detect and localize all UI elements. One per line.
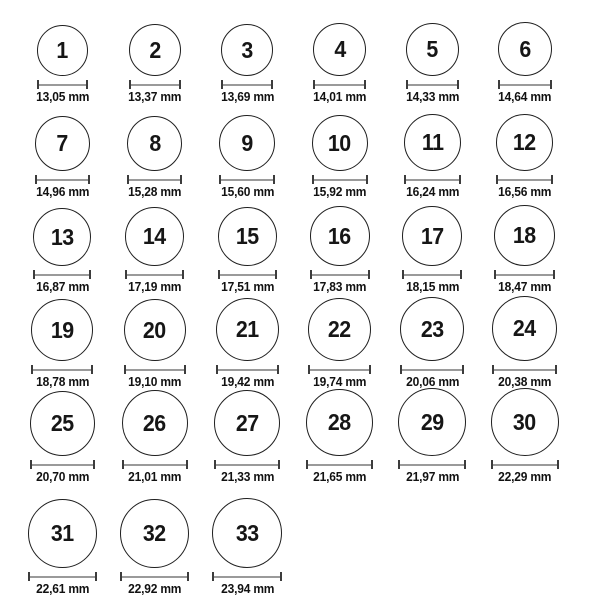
ring-size-number: 25 [50, 410, 74, 436]
ring-size-number: 6 [519, 35, 531, 62]
diameter-ruler [498, 80, 552, 89]
diameter-label: 20,38 mm [498, 375, 552, 389]
ruler-line [312, 274, 368, 276]
diameter-label: 22,92 mm [128, 582, 182, 596]
diameter-ruler [404, 175, 461, 184]
ring-size-item [16, 25, 109, 105]
diameter-ruler [310, 270, 370, 279]
ring-circle [404, 114, 461, 171]
ring-size-number: 31 [50, 520, 74, 546]
ring-size-item [201, 298, 294, 390]
ring-size-item [479, 22, 572, 105]
diameter-label: 18,78 mm [35, 375, 89, 389]
ring-size-number: 18 [513, 222, 537, 248]
ring-size-number: 29 [420, 408, 444, 435]
ruler-line [402, 369, 462, 371]
ruler-line [33, 369, 91, 371]
diameter-label: 19,10 mm [128, 375, 182, 389]
ruler-line [122, 576, 187, 578]
ring-circle [402, 206, 462, 266]
ring-circle [398, 388, 466, 456]
ring-size-number: 12 [513, 129, 537, 155]
ruler-line [494, 369, 555, 371]
diameter-ruler [306, 460, 373, 469]
ruler-line [314, 179, 366, 181]
ring-size-item [16, 116, 109, 200]
diameter-label: 18,47 mm [498, 280, 552, 294]
diameter-label: 19,74 mm [313, 375, 367, 389]
ring-size-item [294, 115, 387, 200]
chart-row [16, 200, 586, 295]
ring-size-number: 2 [149, 36, 161, 63]
diameter-label: 13,69 mm [220, 90, 274, 104]
ring-circle [33, 208, 91, 266]
ring-size-number: 7 [56, 130, 68, 156]
ring-size-item [109, 299, 202, 390]
ring-size-item [386, 114, 479, 200]
ring-circle [400, 297, 464, 361]
ring-size-number: 16 [328, 222, 352, 249]
diameter-ruler [30, 460, 95, 469]
diameter-label: 13,37 mm [128, 90, 182, 104]
diameter-ruler [221, 80, 273, 89]
diameter-label: 21,01 mm [128, 470, 182, 484]
ring-size-number: 27 [235, 409, 259, 436]
ruler-line [493, 464, 557, 466]
ruler-line [310, 369, 369, 371]
ring-size-number: 4 [334, 36, 346, 62]
chart-row [16, 10, 586, 105]
ring-size-number: 14 [143, 223, 167, 249]
ring-circle [125, 207, 184, 266]
diameter-ruler [312, 175, 368, 184]
ring-size-item [201, 24, 294, 105]
diameter-ruler [33, 270, 91, 279]
ring-circle [214, 390, 280, 456]
ruler-line [220, 274, 275, 276]
ring-size-number: 28 [328, 409, 352, 435]
diameter-label: 23,94 mm [220, 582, 274, 596]
diameter-label: 21,97 mm [405, 470, 459, 484]
ring-size-item [386, 388, 479, 485]
chart-row [16, 485, 586, 597]
ring-size-item [109, 207, 202, 295]
diameter-label: 20,70 mm [35, 470, 89, 484]
diameter-ruler [129, 80, 181, 89]
ruler-line [223, 84, 271, 86]
ring-size-number: 17 [420, 222, 444, 249]
diameter-ruler [398, 460, 466, 469]
ring-size-item [294, 298, 387, 390]
diameter-ruler [492, 365, 557, 374]
ring-circle [35, 116, 90, 171]
ring-circle [212, 498, 282, 568]
diameter-label: 15,28 mm [128, 185, 182, 199]
ruler-line [129, 179, 180, 181]
diameter-ruler [406, 80, 459, 89]
diameter-label: 18,15 mm [405, 280, 459, 294]
diameter-ruler [212, 572, 282, 581]
ring-size-item [479, 205, 572, 295]
diameter-ruler [125, 270, 184, 279]
ring-circle [310, 206, 370, 266]
diameter-ruler [219, 175, 275, 184]
diameter-label: 14,01 mm [313, 90, 367, 104]
diameter-ruler [28, 572, 97, 581]
diameter-ruler [216, 365, 279, 374]
ring-size-number: 22 [328, 316, 352, 342]
ring-size-item [109, 116, 202, 200]
ring-size-number: 5 [426, 36, 438, 62]
diameter-label: 15,92 mm [313, 185, 367, 199]
ring-size-item [294, 23, 387, 105]
ring-size-number: 32 [143, 520, 167, 546]
ring-size-number: 8 [149, 130, 161, 156]
ring-size-number: 26 [143, 409, 167, 436]
ring-size-item [201, 115, 294, 200]
ring-size-item [386, 23, 479, 105]
ring-size-item [386, 206, 479, 295]
ring-size-number: 10 [328, 129, 352, 156]
ring-size-item [479, 296, 572, 390]
diameter-ruler [496, 175, 553, 184]
ring-circle [127, 116, 182, 171]
ring-circle [120, 499, 189, 568]
diameter-ruler [31, 365, 93, 374]
ring-circle [492, 296, 557, 361]
ring-size-item [201, 390, 294, 485]
ring-size-item [16, 499, 109, 597]
ring-size-item [109, 499, 202, 597]
diameter-label: 16,56 mm [498, 185, 552, 199]
ring-size-item [201, 207, 294, 295]
ring-circle [129, 24, 181, 76]
ruler-line [308, 464, 371, 466]
diameter-label: 17,51 mm [220, 280, 274, 294]
ring-circle [216, 298, 279, 361]
ring-circle [219, 115, 275, 171]
ring-circle [28, 499, 97, 568]
diameter-label: 15,60 mm [220, 185, 274, 199]
ring-circle [122, 390, 188, 456]
ruler-line [214, 576, 280, 578]
ring-circle [498, 22, 552, 76]
ring-size-item [479, 388, 572, 485]
diameter-ruler [37, 80, 88, 89]
diameter-ruler [218, 270, 277, 279]
ring-size-item [16, 299, 109, 390]
ruler-line [406, 179, 459, 181]
diameter-label: 21,33 mm [220, 470, 274, 484]
diameter-ruler [122, 460, 188, 469]
diameter-ruler [35, 175, 90, 184]
ring-size-number: 1 [56, 37, 68, 63]
ruler-line [498, 179, 551, 181]
ruler-line [218, 369, 277, 371]
ring-size-item [109, 24, 202, 105]
ruler-line [127, 274, 182, 276]
ruler-line [500, 84, 550, 86]
ring-circle [306, 389, 373, 456]
diameter-label: 14,96 mm [35, 185, 89, 199]
diameter-ruler [402, 270, 462, 279]
diameter-ruler [120, 572, 189, 581]
diameter-ruler [127, 175, 182, 184]
ruler-line [408, 84, 457, 86]
ring-size-item [109, 390, 202, 485]
ring-circle [313, 23, 366, 76]
ring-size-item [294, 206, 387, 295]
ring-circle [30, 391, 95, 456]
ruler-line [30, 576, 95, 578]
chart-row [16, 390, 586, 485]
diameter-label: 17,83 mm [313, 280, 367, 294]
ring-size-number: 19 [50, 316, 74, 343]
ring-size-item [201, 498, 294, 597]
ruler-line [126, 369, 184, 371]
diameter-label: 16,24 mm [405, 185, 459, 199]
ring-circle [491, 388, 559, 456]
ring-size-number: 23 [420, 315, 444, 342]
ruler-line [315, 84, 364, 86]
diameter-ruler [400, 365, 464, 374]
ring-circle [37, 25, 88, 76]
ring-size-number: 24 [513, 315, 537, 341]
ruler-line [404, 274, 460, 276]
chart-row [16, 105, 586, 200]
diameter-ruler [124, 365, 186, 374]
diameter-label: 14,64 mm [498, 90, 552, 104]
diameter-ruler [308, 365, 371, 374]
diameter-label: 14,33 mm [405, 90, 459, 104]
ring-size-number: 30 [513, 408, 537, 435]
ruler-line [124, 464, 186, 466]
ring-size-number: 33 [235, 519, 259, 546]
ring-size-item [479, 114, 572, 200]
diameter-label: 21,65 mm [313, 470, 367, 484]
ring-size-number: 21 [235, 316, 259, 342]
ring-circle [31, 299, 93, 361]
ruler-line [131, 84, 179, 86]
ring-circle [124, 299, 186, 361]
ring-size-number: 9 [241, 129, 253, 156]
ruler-line [496, 274, 553, 276]
ring-size-item [294, 389, 387, 485]
ring-size-item [16, 391, 109, 485]
ruler-line [216, 464, 278, 466]
ring-size-item [16, 208, 109, 295]
chart-row [16, 295, 586, 390]
ruler-line [39, 84, 86, 86]
ring-circle [406, 23, 459, 76]
diameter-label: 22,61 mm [35, 582, 89, 596]
ring-circle [494, 205, 555, 266]
ruler-line [400, 464, 464, 466]
ring-circle [308, 298, 371, 361]
ring-circle [221, 24, 273, 76]
diameter-label: 16,87 mm [35, 280, 89, 294]
diameter-label: 13,05 mm [35, 90, 89, 104]
ruler-line [221, 179, 273, 181]
diameter-ruler [491, 460, 559, 469]
diameter-ruler [313, 80, 366, 89]
ruler-line [35, 274, 89, 276]
diameter-ruler [214, 460, 280, 469]
ruler-line [32, 464, 93, 466]
diameter-label: 17,19 mm [128, 280, 182, 294]
ring-size-number: 13 [50, 223, 74, 250]
diameter-ruler [494, 270, 555, 279]
ring-circle [496, 114, 553, 171]
ring-size-number: 3 [241, 36, 253, 63]
diameter-label: 22,29 mm [498, 470, 552, 484]
diameter-label: 19,42 mm [220, 375, 274, 389]
ring-size-number: 11 [421, 129, 444, 155]
diameter-label: 20,06 mm [405, 375, 459, 389]
ring-circle [312, 115, 368, 171]
ring-size-item [386, 297, 479, 390]
ruler-line [37, 179, 88, 181]
ring-size-number: 20 [143, 316, 167, 343]
ring-circle [218, 207, 277, 266]
ring-size-number: 15 [235, 223, 259, 249]
